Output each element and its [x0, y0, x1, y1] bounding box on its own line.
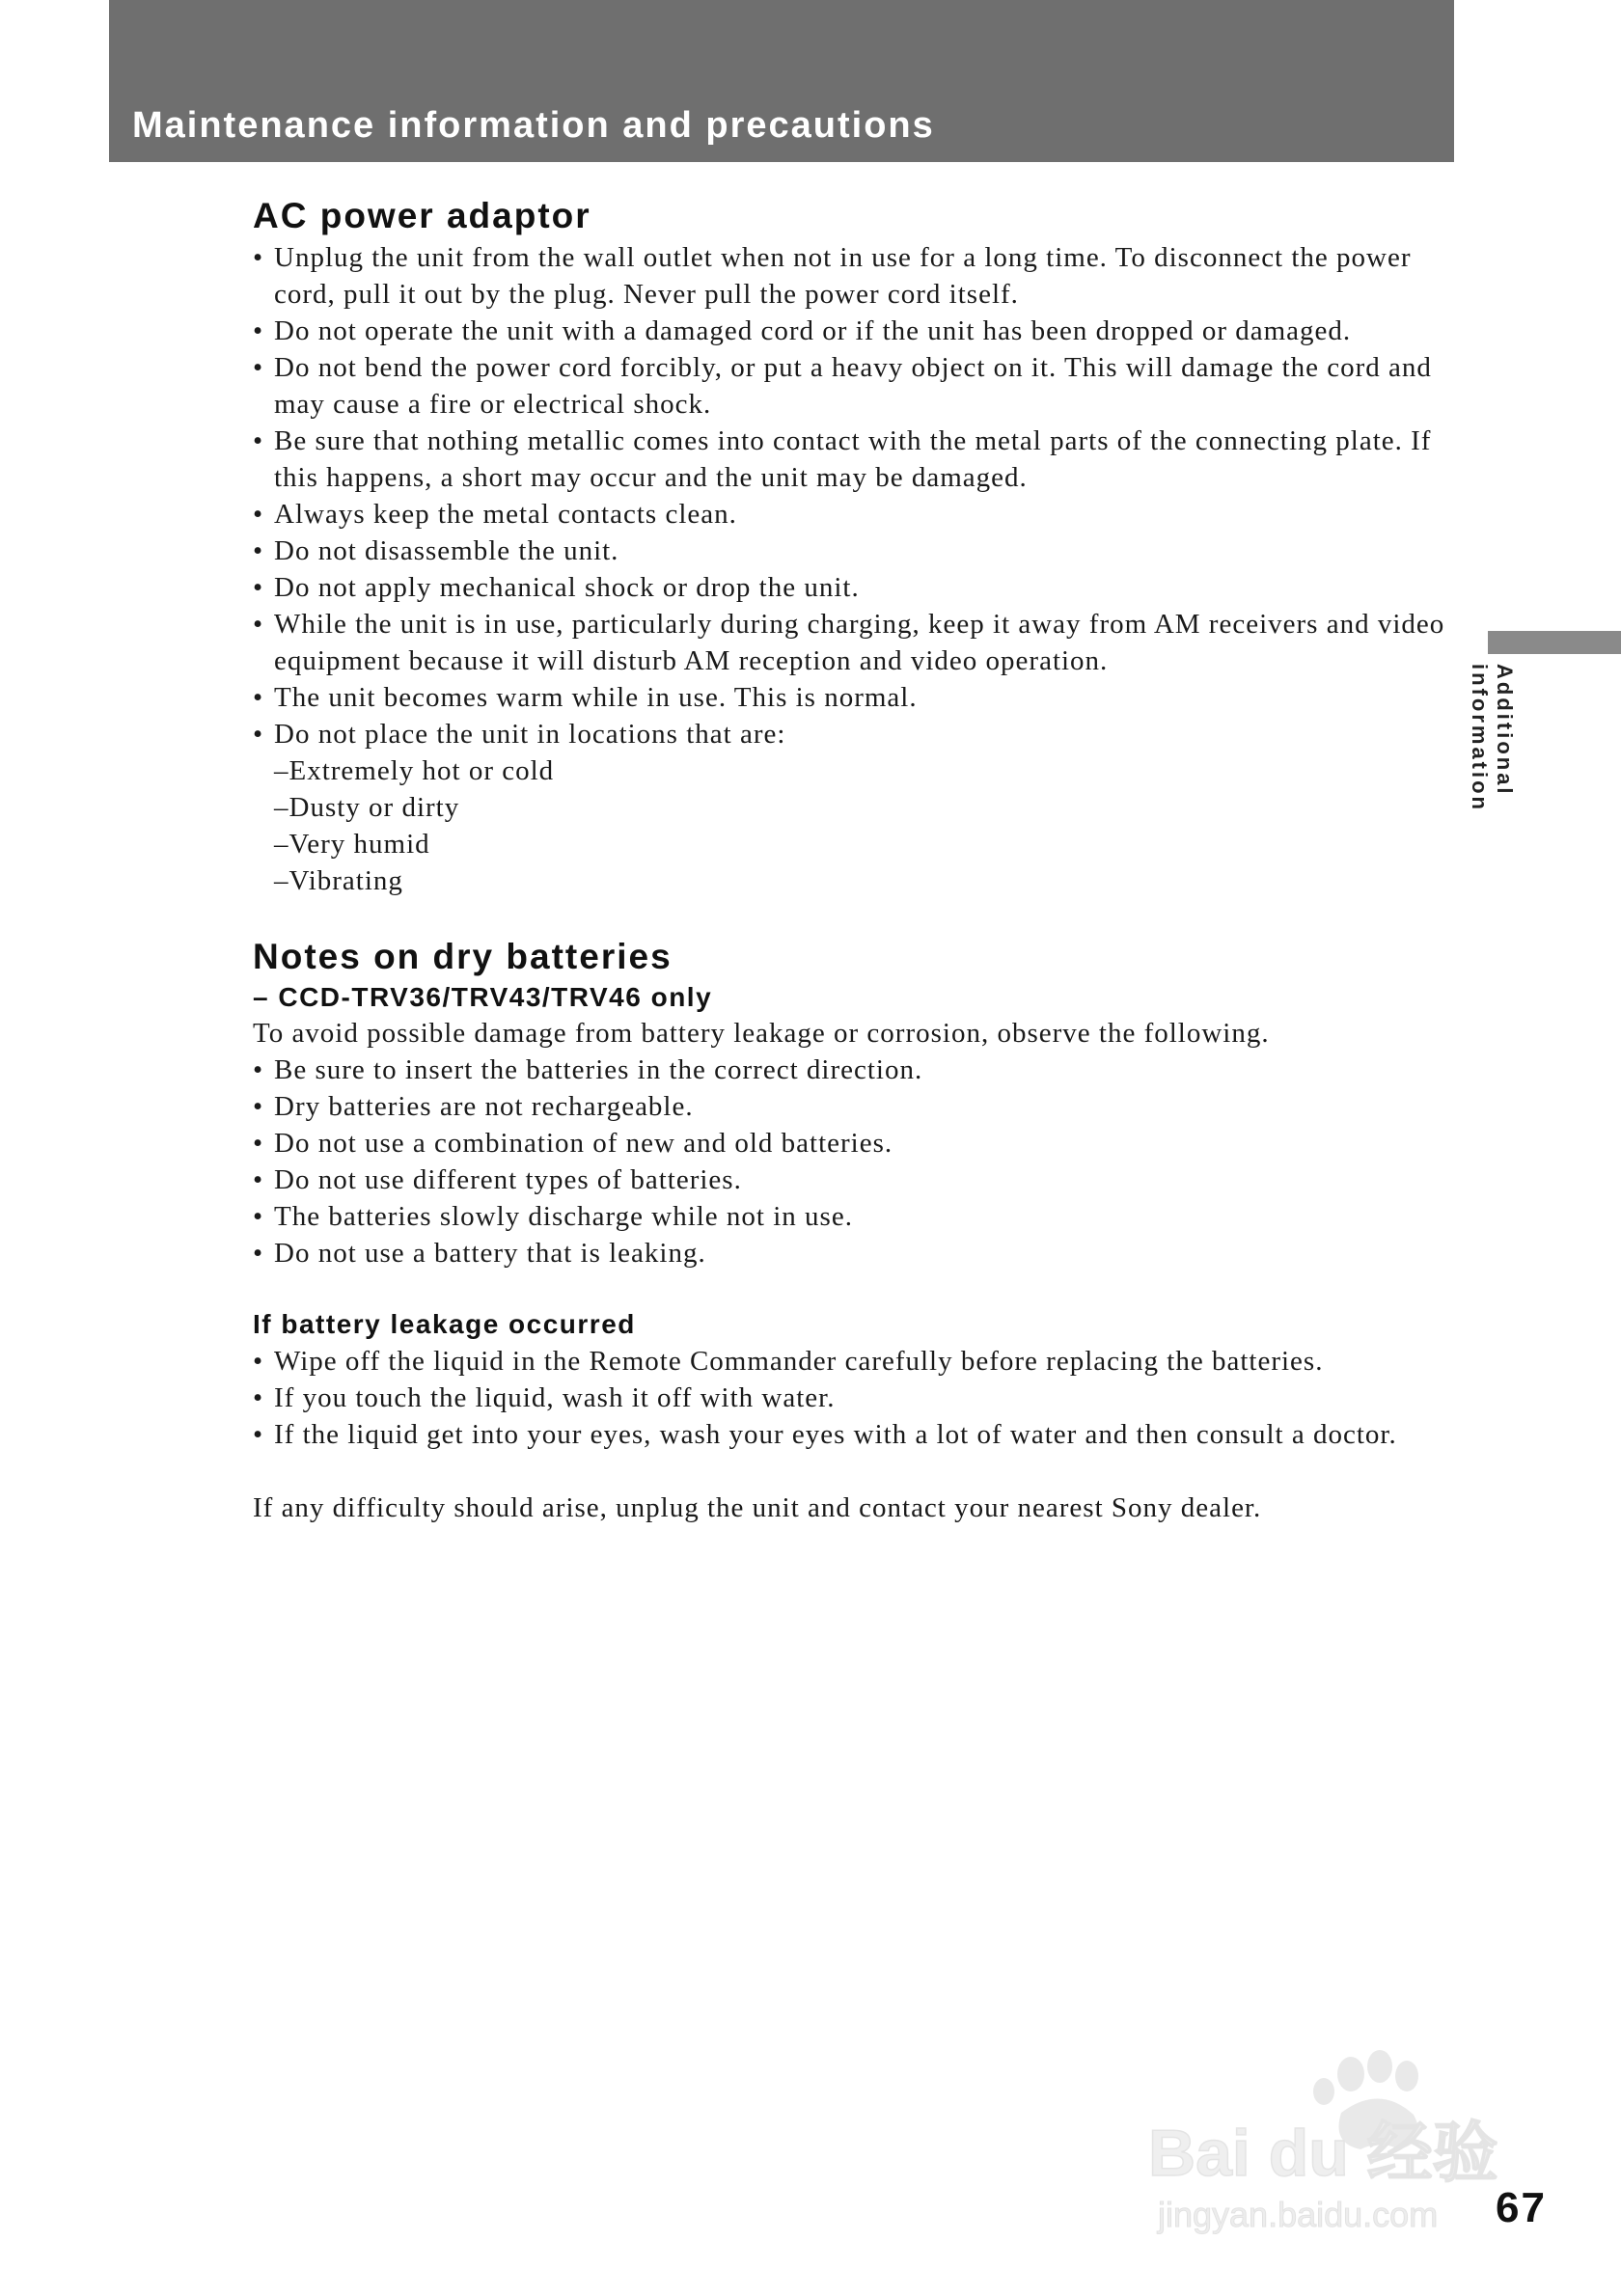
list-item: • Be sure that nothing metallic comes into contact with the metal parts of the connecting plate. If this happens, a short may occur and the unit may be damaged. [253, 423, 1459, 496]
side-tab-label: Additional information [1468, 664, 1517, 812]
list-item: –Vibrating [274, 865, 403, 896]
bullet-icon: • [253, 1419, 264, 1450]
list-item: • Do not place the unit in locations that are: [253, 716, 1459, 752]
bullet-icon: • [253, 682, 264, 713]
bullet-icon: • [253, 1201, 264, 1232]
side-tab-marker [1488, 631, 1621, 654]
page-number: 67 [1496, 2184, 1547, 2231]
bullet-icon: • [253, 1128, 264, 1159]
bullet-icon: • [253, 1346, 264, 1377]
list-item: • Do not bend the power cord forcibly, or put a heavy object on it. This will damage the cord and may cause a fire or electrical shock. [253, 349, 1459, 423]
list-item: • Do not apply mechanical shock or drop the unit. [253, 569, 1459, 606]
list-item: –Very humid [274, 829, 430, 860]
bullet-icon: • [253, 352, 264, 383]
section-title-ac-power-adaptor: AC power adaptor [253, 196, 591, 235]
bullet-icon: • [253, 1091, 264, 1122]
list-item: • Always keep the metal contacts clean. [253, 496, 1459, 533]
bullet-icon: • [253, 1164, 264, 1195]
section-title-dry-batteries: Notes on dry batteries [253, 937, 673, 976]
spacer [253, 899, 1459, 934]
header-bar [109, 0, 1454, 162]
spacer [253, 1453, 1459, 1490]
list-item: • Be sure to insert the batteries in the correct direction. [253, 1052, 1459, 1088]
closing-note: If any difficulty should arise, unplug the unit and contact your nearest Sony dealer. [253, 1492, 1262, 1523]
watermark-brand: Bai du 经验 [1148, 2117, 1498, 2190]
main-content [253, 193, 1459, 1526]
batteries-bullet-list [253, 1052, 1459, 1271]
bullet-icon: • [253, 609, 264, 640]
list-item: –Extremely hot or cold [274, 755, 555, 786]
leakage-bullet-list [253, 1343, 1459, 1453]
bullet-icon: • [253, 719, 264, 750]
batteries-intro: To avoid possible damage from battery leakage or corrosion, observe the following. [253, 1018, 1270, 1049]
list-item: • The batteries slowly discharge while not in use. [253, 1198, 1459, 1235]
bullet-icon: • [253, 1382, 264, 1413]
list-item: • Wipe off the liquid in the Remote Commander carefully before replacing the batteries. [253, 1343, 1459, 1380]
spacer [253, 1271, 1459, 1306]
list-item: –Dusty or dirty [274, 792, 460, 823]
list-item: • While the unit is in use, particularly during charging, keep it away from AM receivers and video equipment because it will disturb AM reception and video operation. [253, 606, 1459, 679]
list-item: • If the liquid get into your eyes, wash your eyes with a lot of water and then consult a doctor. [253, 1416, 1459, 1453]
bullet-icon: • [253, 425, 264, 456]
list-item: • Do not disassemble the unit. [253, 533, 1459, 569]
page-title: Maintenance information and precautions [132, 105, 935, 146]
list-item: • If you touch the liquid, wash it off with water. [253, 1380, 1459, 1416]
bullet-icon: • [253, 1238, 264, 1269]
bullet-icon: • [253, 535, 264, 566]
bullet-icon: • [253, 315, 264, 346]
list-item: • Do not use different types of batteries. [253, 1162, 1459, 1198]
ac-bullet-list [253, 239, 1459, 752]
location-list [253, 752, 1459, 899]
watermark-url: jingyan.baidu.com [1158, 2195, 1439, 2234]
section-subtitle-models: – CCD-TRV36/TRV43/TRV46 only [253, 982, 713, 1012]
list-item: • Unplug the unit from the wall outlet when not in use for a long time. To disconnect the power cord, pull it out by the plug. Never pull the power cord itself. [253, 239, 1459, 313]
list-item: • Do not use a battery that is leaking. [253, 1235, 1459, 1271]
bullet-icon: • [253, 242, 264, 273]
bullet-icon: • [253, 1054, 264, 1085]
list-item: • The unit becomes warm while in use. This is normal. [253, 679, 1459, 716]
bullet-icon: • [253, 499, 264, 530]
watermark-logo [1148, 2045, 1525, 2238]
bullet-icon: • [253, 572, 264, 603]
list-item: • Do not use a combination of new and old batteries. [253, 1125, 1459, 1162]
list-item: • Do not operate the unit with a damaged cord or if the unit has been dropped or damaged. [253, 313, 1459, 349]
list-item: • Dry batteries are not rechargeable. [253, 1088, 1459, 1125]
subheading-battery-leakage: If battery leakage occurred [253, 1309, 636, 1339]
